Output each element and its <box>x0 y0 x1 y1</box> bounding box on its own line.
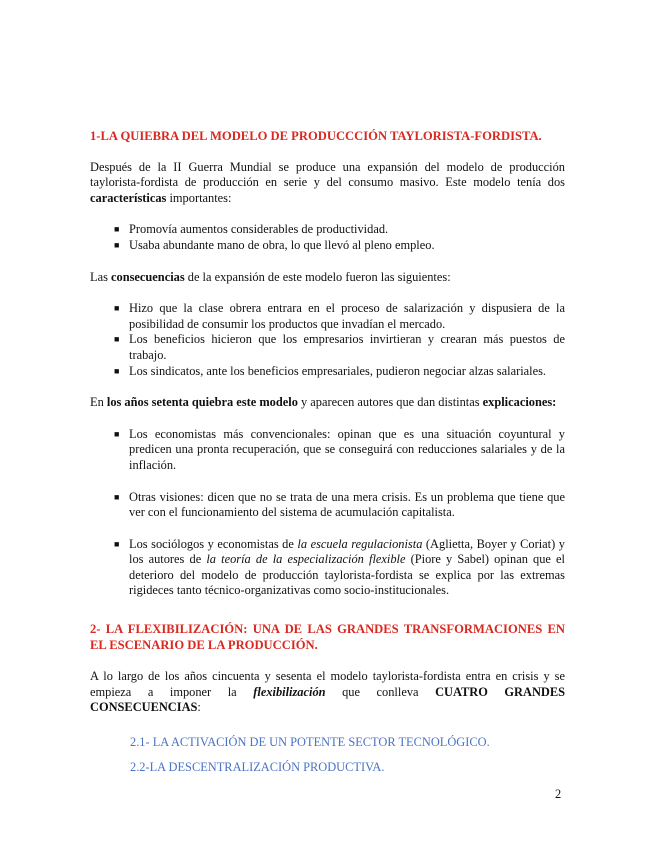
intro-text: Después de la II Guerra Mundial se produce una expansión del modelo de producción taylorista-fordista de producción en serie y del consumo masivo. Este modelo tenía dos <box>90 159 565 190</box>
square-bullet-icon: ■ <box>114 428 120 439</box>
list-item-text: Hizo que la clase obrera entrara en el proceso de salarización y dispusiera de la posibilidad de consumir los productos que invadían el mercado. <box>129 301 565 331</box>
list-item-text: (Aglietta, Boyer y Coriat) y los autores de <box>129 536 565 567</box>
square-bullet-icon: ■ <box>114 334 120 345</box>
square-bullet-icon: ■ <box>114 491 120 502</box>
regulation-school-italic: la escuela regulacionista <box>297 536 423 551</box>
list-item <box>114 222 565 238</box>
section-1-intro <box>90 160 565 207</box>
square-bullet-icon: ■ <box>114 239 120 250</box>
square-bullet-icon: ■ <box>114 538 120 549</box>
consequences-intro <box>90 270 565 286</box>
section-2-text-end: : <box>197 700 201 715</box>
list-item-text: Usaba abundante mano de obra, lo que llevó al pleno empleo. <box>129 237 435 252</box>
consequences-text-end: de la expansión de este modelo fueron las siguientes: <box>184 269 451 284</box>
characteristics-list <box>114 222 565 253</box>
list-item <box>114 537 565 599</box>
list-item-text: Los sindicatos, ante los beneficios empresariales, pudieron negociar alzas salariales. <box>129 363 546 378</box>
list-item-text: Los beneficios hicieron que los empresarios invirtieran y crearan más puestos de trabajo. <box>129 332 565 362</box>
square-bullet-icon: ■ <box>114 365 120 376</box>
list-item-text: (Piore y Sabel) opinan que el deterioro del modelo de producción taylorista-fordista se explica por las extremas rigideces tanto técnico-organizativas como socio-institucionales. <box>129 552 565 598</box>
consequences-list <box>114 301 565 379</box>
consequences-bold: consecuencias <box>111 269 185 284</box>
section-2-heading: 2- LA FLEXIBILIZACIÓN: UNA DE LAS GRANDES TRANSFORMACIONES EN EL ESCENARIO DE LA PRODUCCIÓN. <box>90 622 565 652</box>
seventies-text: En <box>90 395 107 410</box>
intro-bold-characteristics: características <box>90 190 167 205</box>
section-2-text-middle: que conlleva <box>325 684 436 699</box>
explanations-bold: explicaciones: <box>482 395 557 410</box>
list-item <box>114 238 565 254</box>
subsection-links <box>130 735 565 775</box>
list-item-text: Los sociólogos y economistas de <box>129 536 298 551</box>
list-item-text: Los economistas más convencionales: opinan que es una situación coyuntural y predicen una pronta recuperación, que se conseguirá con reducciones salariales y de la inflación. <box>129 426 565 472</box>
page-content <box>90 129 565 784</box>
list-item <box>114 364 565 380</box>
page-number: 2 <box>555 787 562 801</box>
square-bullet-icon: ■ <box>114 303 120 314</box>
flexible-specialization-italic: la teoría de la especialización flexible <box>206 552 406 567</box>
explanations-list <box>114 427 565 599</box>
flexibilization-bold-italic: flexibilización <box>253 684 326 699</box>
list-item-text: Otras visiones: dicen que no se trata de una mera crisis. Es un problema que tiene que ver con el funcionamiento del sistema de acumulación capitalista. <box>129 489 565 520</box>
intro-text-end: importantes: <box>166 190 232 205</box>
seventies-paragraph <box>90 395 565 411</box>
section-2-text: A lo largo de los años cincuenta y sesenta el modelo taylorista-fordista entra en crisis y se empieza a imponer la <box>90 669 565 699</box>
subsection-2-1: 2.1- LA ACTIVACIÓN DE UN POTENTE SECTOR TECNOLÓGICO. <box>130 735 490 750</box>
section-1-heading: 1-LA QUIEBRA DEL MODELO DE PRODUCCCIÓN TAYLORISTA-FORDISTA. <box>90 129 542 143</box>
subsection-2-2: 2.2-LA DESCENTRALIZACIÓN PRODUCTIVA. <box>130 759 385 774</box>
square-bullet-icon: ■ <box>114 224 120 235</box>
section-2-paragraph <box>90 669 565 716</box>
four-consequences-bold: CUATRO GRANDES CONSECUENCIAS <box>90 684 565 715</box>
seventies-text-middle: y aparecen autores que dan distintas <box>297 395 483 410</box>
list-item <box>114 332 565 363</box>
list-item <box>114 427 565 474</box>
list-item <box>114 490 565 521</box>
list-item-text: Promovía aumentos considerables de productividad. <box>129 222 389 237</box>
list-item <box>114 301 565 332</box>
consequences-text: Las <box>90 269 111 284</box>
seventies-bold: los años setenta quiebra este modelo <box>106 395 298 410</box>
